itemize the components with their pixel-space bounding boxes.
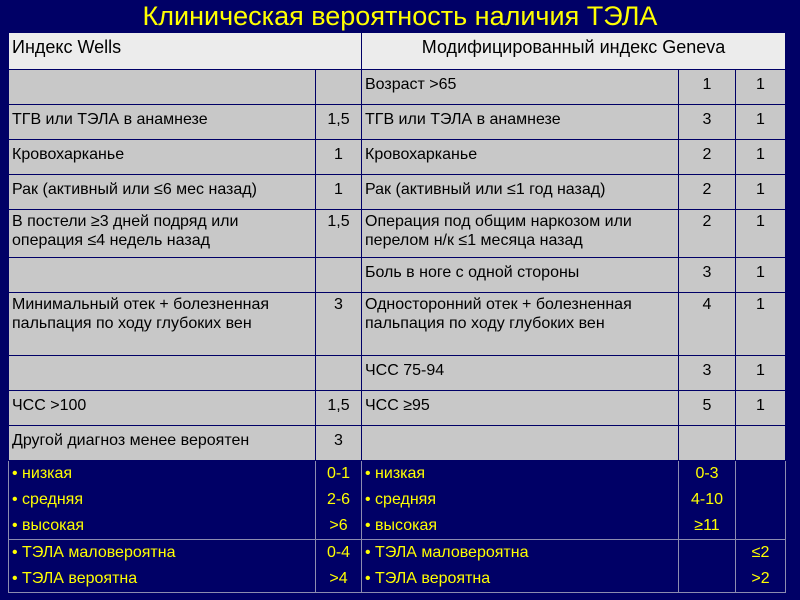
geneva-criterion: Операция под общим наркозом или перелом н/к ≤1 месяца назад (362, 210, 679, 258)
geneva-points: 1 (679, 70, 736, 105)
geneva-header: Модифицированный индекс Geneva (362, 33, 786, 70)
range-likely: >4 (329, 570, 348, 587)
geneva-dichotomous-points (679, 540, 736, 593)
level-low: • низкая (365, 465, 426, 482)
geneva-points: 3 (679, 356, 736, 391)
level-high: • высокая (12, 517, 85, 534)
range-unlikely: 0-4 (326, 544, 351, 561)
level-unlikely: • ТЭЛА маловероятна (365, 544, 529, 561)
table-row (9, 175, 786, 210)
wells-points: 1,5 (316, 105, 362, 140)
wells-criterion: ЧСС >100 (9, 391, 316, 426)
wells-dichotomous-levels (9, 540, 316, 593)
range-likely: >2 (751, 570, 770, 587)
geneva-dichotomous-levels (362, 540, 679, 593)
table-row (9, 105, 786, 140)
wells-points: 1 (316, 175, 362, 210)
geneva-simplified-dichotomous-points (736, 540, 786, 593)
geneva-criterion (362, 426, 679, 461)
wells-criterion (9, 258, 316, 293)
geneva-points: 3 (679, 258, 736, 293)
geneva-simplified-points: 1 (736, 105, 786, 140)
geneva-simplified-points: 1 (736, 391, 786, 426)
header-row (9, 33, 786, 70)
geneva-points (679, 426, 736, 461)
geneva-criterion: ЧСС 75-94 (362, 356, 679, 391)
wells-points: 3 (316, 426, 362, 461)
range-medium: 2-6 (326, 491, 351, 508)
wells-points: 1,5 (316, 391, 362, 426)
geneva-points: 5 (679, 391, 736, 426)
geneva-probability-levels (362, 461, 679, 540)
level-likely: • ТЭЛА вероятна (12, 570, 138, 587)
two-level-probability-row (9, 540, 786, 593)
geneva-criterion: ТГВ или ТЭЛА в анамнезе (362, 105, 679, 140)
wells-probability-levels (9, 461, 316, 540)
range-low: 0-3 (695, 465, 719, 482)
wells-criterion: Кровохарканье (9, 140, 316, 175)
geneva-simplified-points: 1 (736, 293, 786, 356)
wells-criterion: Другой диагноз менее вероятен (9, 426, 316, 461)
wells-dichotomous-points (316, 540, 362, 593)
table-row (9, 356, 786, 391)
geneva-simplified-points: 1 (736, 175, 786, 210)
geneva-criterion: Рак (активный или ≤1 год назад) (362, 175, 679, 210)
geneva-criterion: Возраст >65 (362, 70, 679, 105)
wells-points: 3 (316, 293, 362, 356)
slide-title: Клиническая вероятность наличия ТЭЛА (142, 1, 658, 31)
three-level-probability-row (9, 461, 786, 540)
score-table (8, 32, 786, 593)
geneva-points: 2 (679, 140, 736, 175)
wells-criterion (9, 70, 316, 105)
geneva-criterion: Односторонний отек + болезненная пальпация по ходу глубоких вен (362, 293, 679, 356)
range-unlikely: ≤2 (751, 544, 770, 561)
level-unlikely: • ТЭЛА маловероятна (12, 544, 176, 561)
geneva-criterion: ЧСС ≥95 (362, 391, 679, 426)
table-row (9, 258, 786, 293)
wells-criterion: ТГВ или ТЭЛА в анамнезе (9, 105, 316, 140)
geneva-points: 3 (679, 105, 736, 140)
geneva-simplified-points: 1 (736, 210, 786, 258)
wells-points (316, 70, 362, 105)
wells-criterion: Рак (активный или ≤6 мес назад) (9, 175, 316, 210)
geneva-simplified-points: 1 (736, 70, 786, 105)
range-low: 0-1 (326, 465, 351, 482)
wells-points: 1,5 (316, 210, 362, 258)
wells-points: 1 (316, 140, 362, 175)
geneva-criterion: Боль в ноге с одной стороны (362, 258, 679, 293)
range-high: >6 (329, 517, 348, 534)
table-row (9, 140, 786, 175)
level-medium: • средняя (12, 491, 83, 508)
range-high: ≥11 (694, 517, 720, 534)
geneva-probability-points (679, 461, 736, 540)
geneva-simplified-points (736, 426, 786, 461)
table-row (9, 391, 786, 426)
level-high: • высокая (365, 517, 438, 534)
geneva-simplified-points: 1 (736, 258, 786, 293)
table-row (9, 70, 786, 105)
wells-points (316, 356, 362, 391)
geneva-simplified-points: 1 (736, 356, 786, 391)
wells-header: Индекс Wells (9, 33, 362, 70)
level-likely: • ТЭЛА вероятна (365, 570, 491, 587)
geneva-criterion: Кровохарканье (362, 140, 679, 175)
table-row (9, 426, 786, 461)
range-medium: 4-10 (690, 491, 724, 508)
geneva-points: 2 (679, 210, 736, 258)
wells-points (316, 258, 362, 293)
geneva-simplified-probability-points (736, 461, 786, 540)
wells-probability-points (316, 461, 362, 540)
wells-criterion (9, 356, 316, 391)
geneva-points: 2 (679, 175, 736, 210)
geneva-points: 4 (679, 293, 736, 356)
wells-criterion: В постели ≥3 дней подряд или операция ≤4 недель назад (9, 210, 316, 258)
table-row (9, 210, 786, 258)
level-medium: • средняя (365, 491, 436, 508)
geneva-simplified-points: 1 (736, 140, 786, 175)
table-row (9, 293, 786, 356)
wells-criterion: Минимальный отек + болезненная пальпация по ходу глубоких вен (9, 293, 316, 356)
level-low: • низкая (12, 465, 73, 482)
